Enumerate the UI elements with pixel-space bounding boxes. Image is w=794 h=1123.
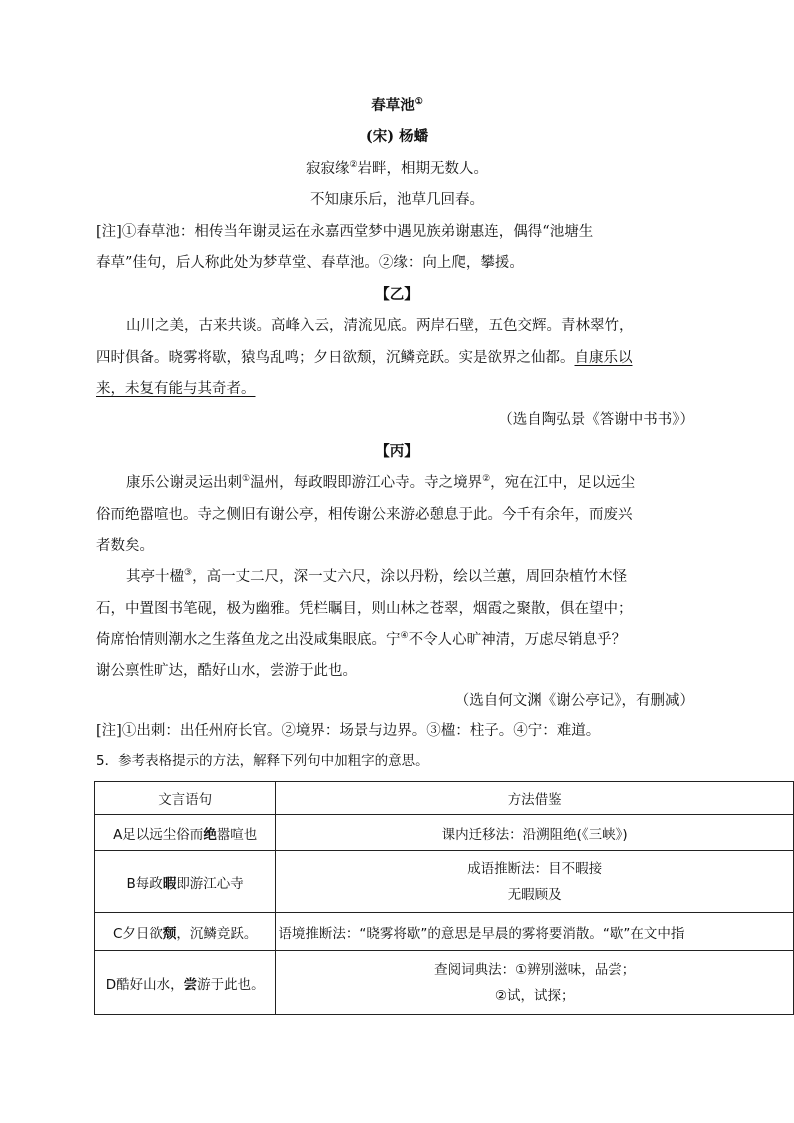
method-cell-b xyxy=(276,851,794,913)
poem-author: (宋) 杨蟠 xyxy=(365,128,429,145)
poem-line-2: 不知康乐后，池草几回春。 xyxy=(310,192,484,208)
bold-word-d: 尝 xyxy=(183,976,198,993)
bing-line-3: 者数矣。 xyxy=(96,538,154,554)
method-b-line-2: 无暇顾及 xyxy=(507,886,562,903)
yi-source: （选自陶弘景《答谢中书书》） xyxy=(498,412,694,428)
bing-line-7: 谢公禀性旷达，酷好山水，尝游于此也。 xyxy=(96,663,357,679)
table-header-method: 方法借鉴 xyxy=(276,782,794,815)
yi-line-2-start: 四时俱备。晓雾将歇，猿鸟乱鸣；夕日欲颓，沉鳞竞跃。实是欲界之仙都。 xyxy=(96,350,575,366)
yi-line-2 xyxy=(96,347,633,369)
bing-line-6-a: 倚席怡情则潮水之生落鱼龙之出没咸集眼底。宁 xyxy=(96,632,401,648)
bing-source: （选自何文渊《谢公亭记》，有删减） xyxy=(454,693,694,709)
poem-note-line-1: [注]①春草池：相传当年谢灵运在永嘉西堂梦中遇见族弟谢惠连，偶得“池塘生 xyxy=(96,224,594,240)
bing-line-1-b: 温州，每政暇即游江心寺。寺之境界 xyxy=(250,475,483,491)
bing-line-5: 石，中置图书笔砚，极为幽雅。凭栏瞩目，则山林之苍翠，烟霞之聚散，俱在望中； xyxy=(96,601,633,617)
bold-word-c: 颓 xyxy=(162,925,177,942)
sentence-cell-b xyxy=(95,851,276,913)
bing-line-4-a: 其亭十楹 xyxy=(126,569,184,585)
yi-underlined-start: 自康乐以 xyxy=(574,350,633,366)
method-d-line-1: 查阅词典法：①辨别滋味，品尝； xyxy=(434,961,636,978)
sentence-a-start: A足以远尘俗而 xyxy=(113,826,204,843)
yi-line-1: 山川之美，古来共谈。高峰入云，清流见底。两岸石壁，五色交辉。青林翠竹， xyxy=(126,318,634,334)
bing-line-6-b: 不令人心旷神清，万虑尽销息乎？ xyxy=(408,632,627,648)
sentence-b-end: 即游江心寺 xyxy=(176,875,244,892)
method-cell-a: 课内迁移法：沿溯阻绝(《三峡》) xyxy=(276,815,794,851)
bing-line-1-a: 康乐公谢灵运出刺 xyxy=(126,475,242,491)
question-5: 5．参考表格提示的方法，解释下列句中加粗字的意思。 xyxy=(96,753,429,769)
bold-word-a: 绝 xyxy=(203,826,217,843)
bing-note-mark-2: ② xyxy=(482,474,491,484)
poem-line-1-note-mark: ② xyxy=(349,160,358,170)
sentence-cell-d xyxy=(95,951,276,1015)
bing-notes: [注]①出刺：出任州府长官。②境界：场景与边界。③楹：柱子。④宁：难道。 xyxy=(96,723,601,739)
section-yi-heading: 【乙】 xyxy=(375,286,419,303)
table-header-sentence: 文言语句 xyxy=(95,782,276,815)
poem-title xyxy=(0,95,794,117)
bing-line-1 xyxy=(126,472,635,494)
poem-line-1-start: 寂寂缘 xyxy=(305,161,350,177)
yi-line-3 xyxy=(96,378,256,400)
method-b-line-1: 成语推断法：目不暇接 xyxy=(467,860,603,877)
bing-line-4-b: ，高一丈二尺，深一丈六尺，涂以丹粉，绘以兰蕙，周回杂植竹木怪 xyxy=(192,569,628,585)
sentence-c-end: ，沉鳞竞跃。 xyxy=(176,925,258,942)
bing-note-mark-1: ① xyxy=(242,474,251,484)
sentence-c-start: C夕日欲 xyxy=(112,925,163,942)
method-cell-d xyxy=(276,951,794,1015)
table-row xyxy=(95,815,794,851)
table-row xyxy=(95,913,794,951)
sentence-b-start: B每政 xyxy=(126,875,163,892)
section-bing-heading: 【丙】 xyxy=(375,443,419,460)
sentence-cell-a xyxy=(95,815,276,851)
yi-underlined-end: 来，未复有能与其奇者。 xyxy=(96,381,256,397)
bold-word-b: 暇 xyxy=(162,875,177,892)
bing-line-6 xyxy=(96,629,626,651)
poem-line-1-end: 岩畔，相期无数人。 xyxy=(357,161,489,177)
poem-line-1 xyxy=(0,158,794,180)
sentence-d-end: 游于此也。 xyxy=(197,976,265,993)
bing-line-4 xyxy=(126,566,627,588)
bing-line-2: 俗而绝嚣喧也。寺之侧旧有谢公亭，相传谢公来游必憩息于此。今千有余年，而废兴 xyxy=(96,507,633,523)
table-header-row xyxy=(95,782,794,815)
bing-line-1-c: ，宛在江中，足以远尘 xyxy=(490,475,636,491)
poem-title-text: 春草池 xyxy=(371,97,415,114)
bing-note-mark-4: ④ xyxy=(400,631,409,641)
poem-title-note-mark: ① xyxy=(414,97,423,107)
sentence-cell-c xyxy=(95,913,276,951)
method-d-line-2: ②试，试探； xyxy=(494,987,575,1004)
sentence-a-end: 嚣喧也 xyxy=(216,826,258,843)
table-row xyxy=(95,851,794,913)
bing-note-mark-3: ③ xyxy=(184,568,193,578)
table-row xyxy=(95,951,794,1015)
method-table xyxy=(94,781,794,1015)
sentence-d-start: D酷好山水， xyxy=(105,976,184,993)
method-cell-c: 语境推断法：“晓雾将歇”的意思是早晨的雾将要消散。“歇”在文中指 xyxy=(276,913,794,951)
poem-note-line-2: 春草”佳句，后人称此处为梦草堂、春草池。②缘：向上爬，攀援。 xyxy=(96,255,524,271)
